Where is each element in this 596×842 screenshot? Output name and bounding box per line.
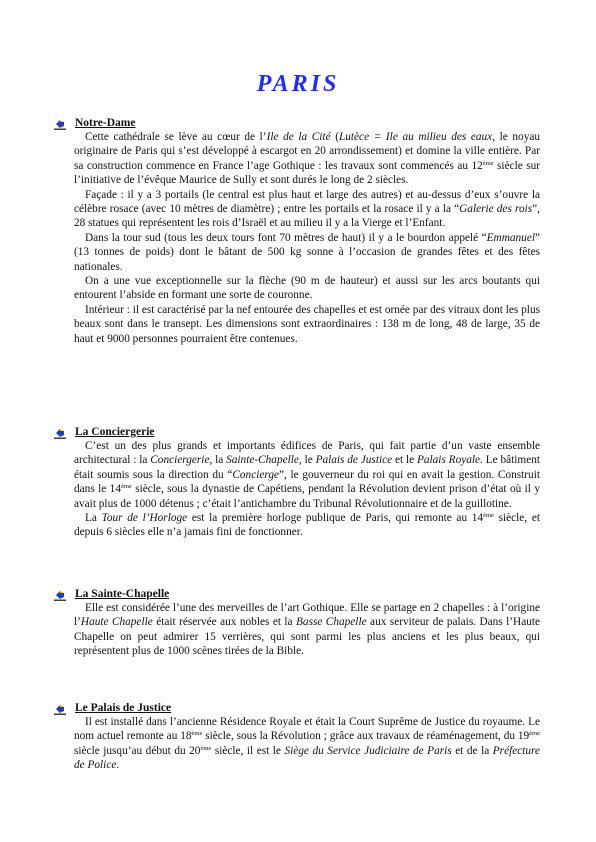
text-run: Elle est considérée l’une des merveilles de l’art Gothique. Elle se partage en 2 chapelles : à l’origine l’ xyxy=(74,602,540,629)
paragraph xyxy=(74,511,540,540)
section-heading-label: La Conciergerie xyxy=(75,426,155,438)
text-run: Il est installé dans l’ancienne Résidence Royale et était la Court Suprême de Justice du royaume. Le nom actuel remonte au 18 xyxy=(74,716,540,743)
superscript: ème xyxy=(482,159,494,167)
section-heading-label: La Sainte-Chapelle xyxy=(75,588,170,600)
section-la-conciergerie xyxy=(54,425,540,540)
section-heading xyxy=(54,116,540,130)
italic-text: Basse Chapelle xyxy=(296,616,367,629)
text-run: . Le bâtiment était soumis sous la direction du “ xyxy=(74,454,540,481)
text-run: ” (13 tonnes de poids) dont le bâtant de 500 kg sonne à l’occasion de grandes fêtes et des fêtes nationales. xyxy=(74,231,540,273)
text-run: Dans la tour sud (tous les deux tours font 70 mètres de haut) il y a le bourdon appelé “ xyxy=(85,231,487,244)
paragraph xyxy=(74,601,540,659)
paragraph xyxy=(74,715,540,773)
page-title: PARIS xyxy=(256,71,340,97)
bullet-arrow-icon xyxy=(54,117,66,129)
paragraph xyxy=(74,231,540,274)
italic-text: Conciergerie xyxy=(150,454,210,467)
italic-text: Haute Chapelle xyxy=(80,616,153,629)
text-run: Cette cathédrale se lève au cœur de l’ xyxy=(85,131,267,143)
text-run: Façade : il y a 3 portails (le central est plus haut et large des autres) et au-dessus d’eux s’ouvre la célèbre rosace (avec 10 mètres de diamètre) ; entre les portails et la rosace il y a la “ xyxy=(74,188,540,216)
text-run: était réservée aux nobles et la xyxy=(152,616,297,629)
section-notre-dame xyxy=(54,116,540,346)
superscript: ème xyxy=(200,744,212,752)
text-run: C’est un des plus grands et importants édifices de Paris, qui fait partie d’un vaste ensemble architectural : la xyxy=(74,440,540,467)
text-run: ”, 28 statues qui représentent les rois d’Israël et au milieu il y a la Vierge et l’Enfant. xyxy=(74,203,540,230)
italic-text: Palais de Justice xyxy=(315,454,393,467)
text-run: ”, le gouverneur du roi qui en avait la gestion. Construit dans le 14 xyxy=(74,468,540,496)
section-heading xyxy=(54,701,540,715)
italic-text: Galerie des rois xyxy=(459,203,533,216)
text-run: siècle, et depuis 6 siècles elle n’a jamais fini de fonctionner. xyxy=(74,512,540,539)
italic-text: Palais Royale xyxy=(416,454,481,467)
section-le-palais-de-justice xyxy=(54,701,540,773)
bullet-arrow-icon xyxy=(54,426,66,438)
superscript: ème xyxy=(191,730,203,738)
bullet-arrow-icon xyxy=(54,588,66,600)
text-run: Intérieur : il est caractérisé par la nef entourée des chapelles et est ornée par des vitraux dont les plus beaux sont dans le transept. Les dimensions sont extraordinaires : 138 m de long, 48 de large, 35 de haut et 9000 personnes pourraient être contenues. xyxy=(74,303,540,345)
italic-text: Concierge xyxy=(232,468,279,481)
italic-text: Siège du Service Judiciaire de Paris xyxy=(284,744,452,757)
paragraph xyxy=(74,130,540,188)
text-run: siècle, il est le xyxy=(211,744,285,757)
italic-text: Tour de l’Horloge xyxy=(101,512,188,525)
paragraph xyxy=(74,303,540,346)
paragraph xyxy=(74,439,540,511)
text-run: est la première horloge publique de Paris, qui remonte au 14 xyxy=(187,512,484,525)
text-run: siècle jusqu’au début du 20 xyxy=(74,744,201,757)
paragraph xyxy=(74,274,540,303)
text-run: , la xyxy=(209,454,227,467)
italic-text: Ile de la Cité xyxy=(266,131,331,143)
text-run: siècle sur l’initiative de l’évêque Maurice de Sully et sont durés le long de 2 siècles. xyxy=(74,159,541,187)
text-run: . xyxy=(116,759,120,772)
italic-text: Lutèce = Ile au milieu des eaux xyxy=(338,131,493,143)
text-run: , le noyau originaire de Paris qui s’est développé à escargot en 20 arrondissement) et domine la ville entière. Par sa construction commence en France l’age Gothique : les travaux sont commencés au 12 xyxy=(74,131,541,172)
bullet-arrow-icon xyxy=(54,702,66,714)
italic-text: Préfecture de Police xyxy=(74,744,541,772)
section-heading-label: Le Palais de Justice xyxy=(75,702,172,714)
section-la-sainte-chapelle xyxy=(54,587,540,659)
italic-text: Sainte-Chapelle xyxy=(226,454,299,467)
section-heading xyxy=(54,425,540,439)
text-run: et de la xyxy=(451,744,493,757)
text-run: ( xyxy=(330,131,339,143)
text-run: , le xyxy=(298,454,316,467)
text-run: La xyxy=(85,512,102,525)
superscript: ème xyxy=(529,730,540,738)
paragraph xyxy=(74,188,540,231)
section-heading-label: Notre-Dame xyxy=(75,117,136,129)
superscript: ème xyxy=(483,512,494,520)
text-run: On a une vue exceptionnelle sur la flèche (90 m de hauteur) et aussi sur les arcs boutants qui entourent l’abside en formant une sorte de couronne. xyxy=(74,275,540,302)
text-run: siècle, sous la dynastie de Capétiens, pendant la Révolution devient prison d’état où il y avait plus de 1000 détenus ; c’était l’antichambre du Tribunal Révolutionnaire et de la guillotine. xyxy=(74,483,540,510)
text-run: et le xyxy=(392,454,417,467)
superscript: ème xyxy=(120,483,132,491)
section-heading xyxy=(54,587,540,601)
italic-text: Emmanuel xyxy=(486,231,535,244)
text-run: aux serviteur de palais. Dans l’Haute Chapelle on peut admirer 15 verrières, qui sont parmi les plus anciens et les plus beaux, qui représentent plus de 1000 scènes tirées de la Bible. xyxy=(74,616,541,658)
text-run: siècle, sous la Révolution ; grâce aux travaux de réaménagement, du 19 xyxy=(202,730,530,743)
